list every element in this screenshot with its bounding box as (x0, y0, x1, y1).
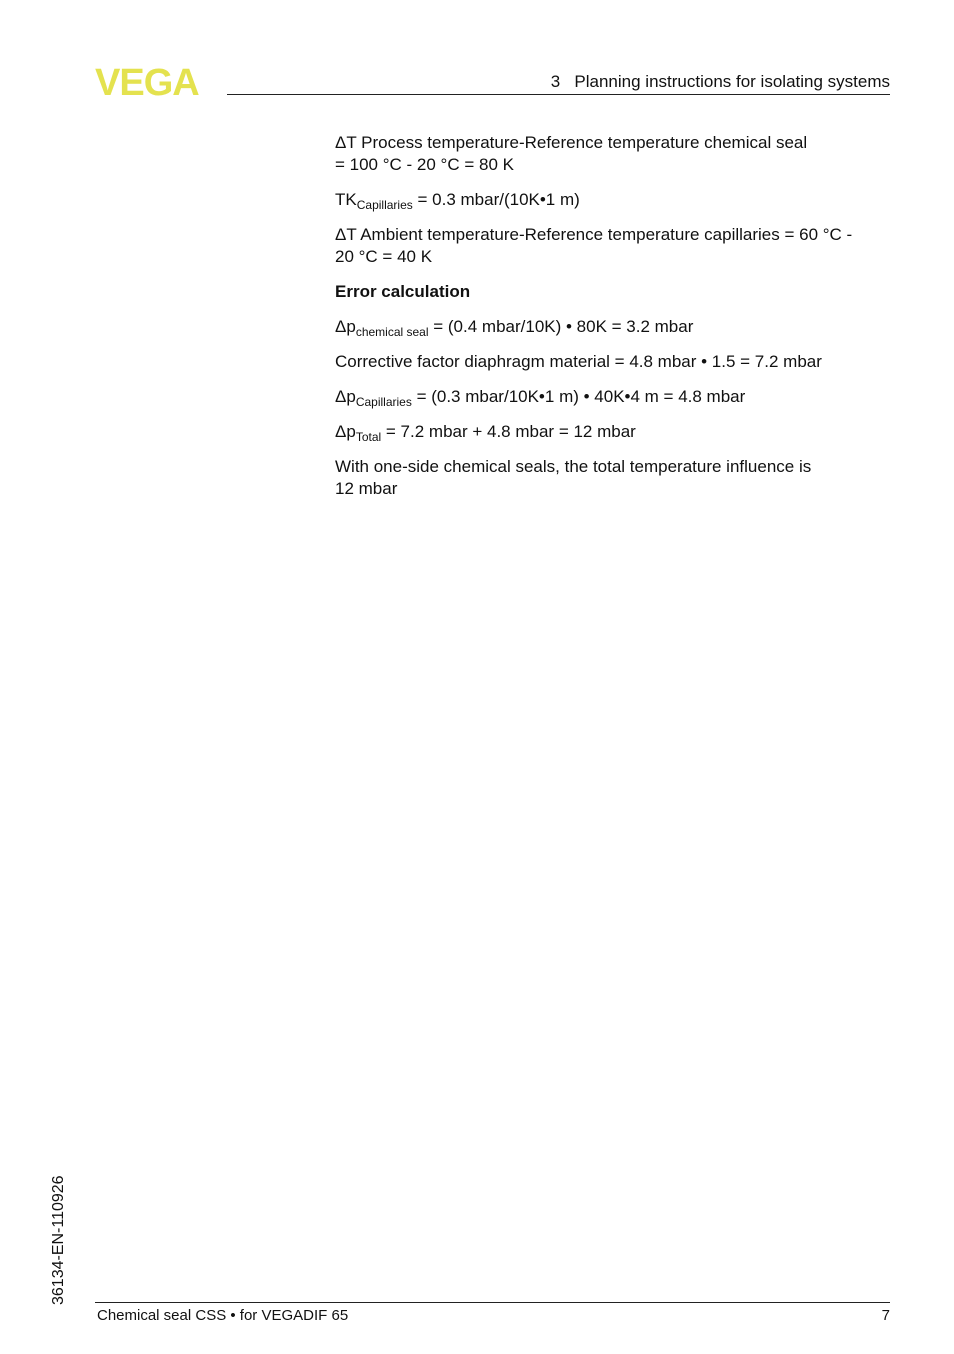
corrective-factor: Corrective factor diaphragm material = 4.8 mbar • 1.5 = 7.2 mbar (335, 352, 822, 371)
svg-text:VEGA: VEGA (95, 64, 199, 98)
process-temperature-delta: ΔT Process temperature-Reference temperature chemical seal = 100 °C - 20 °C = 80 K (335, 133, 808, 174)
footer-rule (95, 1302, 890, 1303)
page-number: 7 (881, 1307, 890, 1324)
section-title: 3 Planning instructions for isolating systems (550, 72, 890, 91)
error-calculation-heading: Error calculation (335, 282, 471, 301)
header-rule (227, 94, 890, 95)
footer-product: Chemical seal CSS • for VEGADIF 65 (97, 1307, 349, 1324)
dp-capillaries: $\Delta p_{Capillaries} = (0.3$ mbar/10K•1 m) • 40K•4 m = 4.8 mbar (335, 387, 746, 409)
document-code: 36134-EN-110926 (50, 1175, 67, 1305)
tk-capillaries: $TK_{Capillaries} = 0.3$ mbar/(10K•1 m) (335, 190, 580, 212)
page-content (335, 132, 895, 513)
summary: With one-side chemical seals, the total temperature influence is 12 mbar (335, 457, 812, 498)
dp-total: $\Delta p_{Total} = 7.2$ mbar + 4.8 mbar = 12 mbar (335, 422, 636, 444)
vega-logo (95, 64, 221, 98)
dp-chemical-seal: $\Delta p_{chemical seal} = (0.4$ mbar/10K) • 80K = 3.2 mbar (335, 317, 694, 339)
ambient-temperature-delta: ΔT Ambient temperature-Reference temperature capillaries = 60 °C - 20 °C = 40 K (335, 225, 853, 266)
